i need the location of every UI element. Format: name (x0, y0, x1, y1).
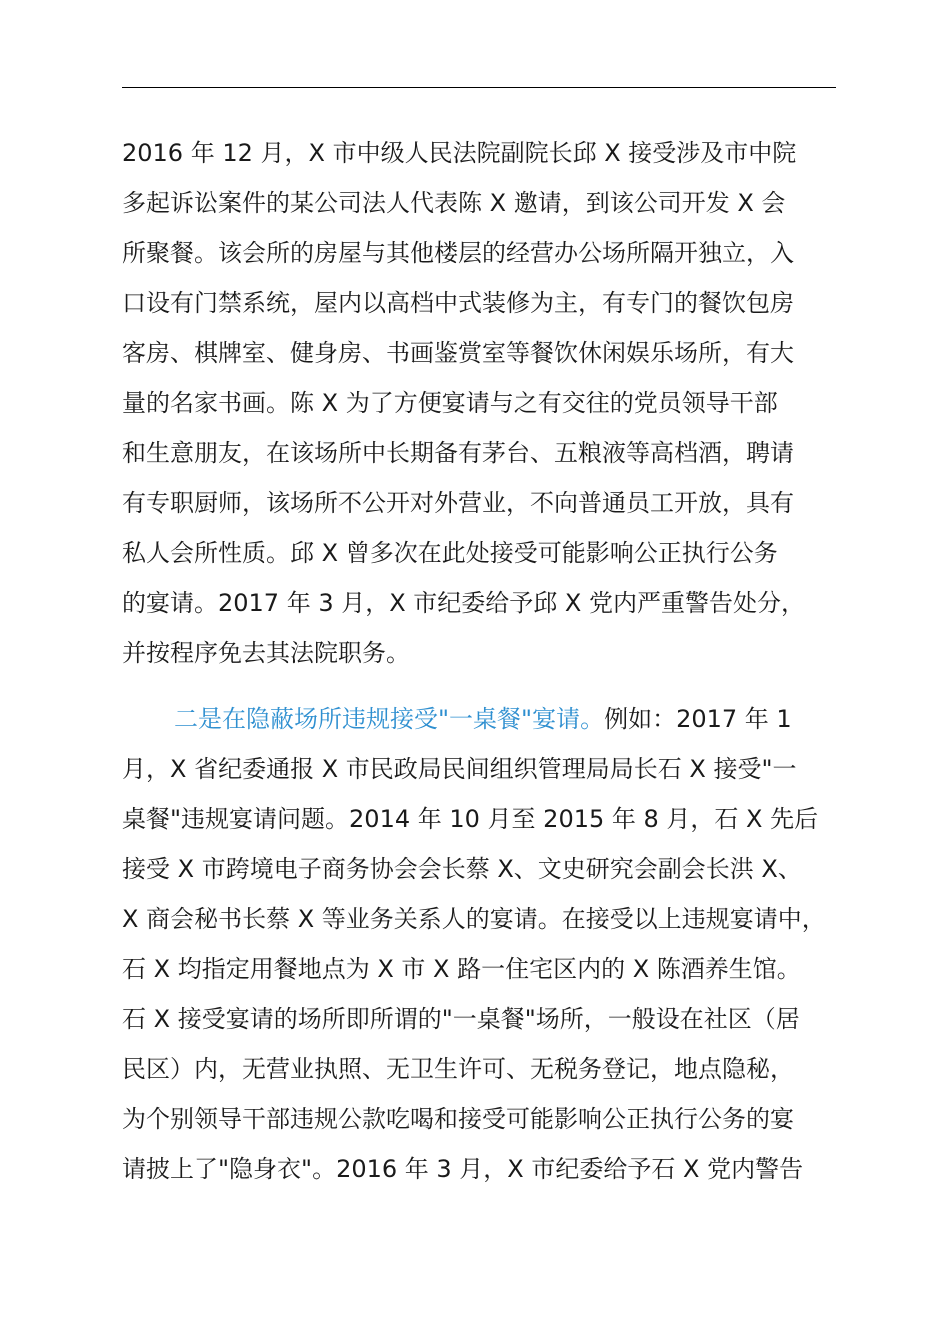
text-line: 和生意朋友，在该场所中长期备有茅台、五粮液等高档酒，聘请 (122, 439, 794, 467)
section-heading: 二是在隐蔽场所违规接受"一桌餐"宴请。 (174, 705, 605, 733)
text-line: 客房、棋牌室、健身房、书画鉴赏室等餐饮休闲娱乐场所，有大 (122, 339, 794, 367)
text-line: 并按程序免去其法院职务。 (122, 639, 410, 667)
paragraph-1 (122, 128, 836, 678)
paragraph-2 (122, 694, 836, 1194)
text-line: 石 X 接受宴请的场所即所谓的"一桌餐"场所，一般设在社区（居 (122, 1005, 800, 1033)
text-line: 所聚餐。该会所的房屋与其他楼层的经营办公场所隔开独立，入 (122, 239, 794, 267)
body-text (122, 128, 836, 1194)
text-line: 量的名家书画。陈 X 为了方便宴请与之有交往的党员领导干部 (122, 389, 778, 417)
text-line: 请披上了"隐身衣"。2016 年 3 月，X 市纪委给予石 X 党内警告 (122, 1155, 804, 1183)
text-line-first (122, 694, 836, 744)
header-rule (122, 87, 836, 88)
paragraph-spacer (122, 678, 836, 694)
text-line: 为个别领导干部违规公款吃喝和接受可能影响公正执行公务的宴 (122, 1105, 794, 1133)
text-line: 的宴请。2017 年 3 月，X 市纪委给予邱 X 党内严重警告处分， (122, 589, 806, 617)
text-line-rest: 例如：2017 年 1 (604, 705, 792, 733)
text-line: 石 X 均指定用餐地点为 X 市 X 路一住宅区内的 X 陈酒养生馆。 (122, 955, 801, 983)
text-line: 有专职厨师，该场所不公开对外营业，不向普通员工开放，具有 (122, 489, 794, 517)
text-line: 私人会所性质。邱 X 曾多次在此处接受可能影响公正执行公务 (122, 539, 778, 567)
text-line: 接受 X 市跨境电子商务协会会长蔡 X、文史研究会副会长洪 X、 (122, 855, 802, 883)
text-line: 桌餐"违规宴请问题。2014 年 10 月至 2015 年 8 月，石 X 先后 (122, 805, 819, 833)
text-line: X 商会秘书长蔡 X 等业务关系人的宴请。在接受以上违规宴请中， (122, 905, 826, 933)
text-line: 2016 年 12 月，X 市中级人民法院副院长邱 X 接受涉及市中院 (122, 139, 797, 167)
text-line: 月，X 省纪委通报 X 市民政局民间组织管理局局长石 X 接受"一 (122, 755, 797, 783)
text-line: 民区）内，无营业执照、无卫生许可、无税务登记，地点隐秘， (122, 1055, 794, 1083)
text-line: 多起诉讼案件的某公司法人代表陈 X 邀请，到该公司开发 X 会 (122, 189, 786, 217)
text-line: 口设有门禁系统，屋内以高档中式装修为主，有专门的餐饮包房 (122, 289, 794, 317)
